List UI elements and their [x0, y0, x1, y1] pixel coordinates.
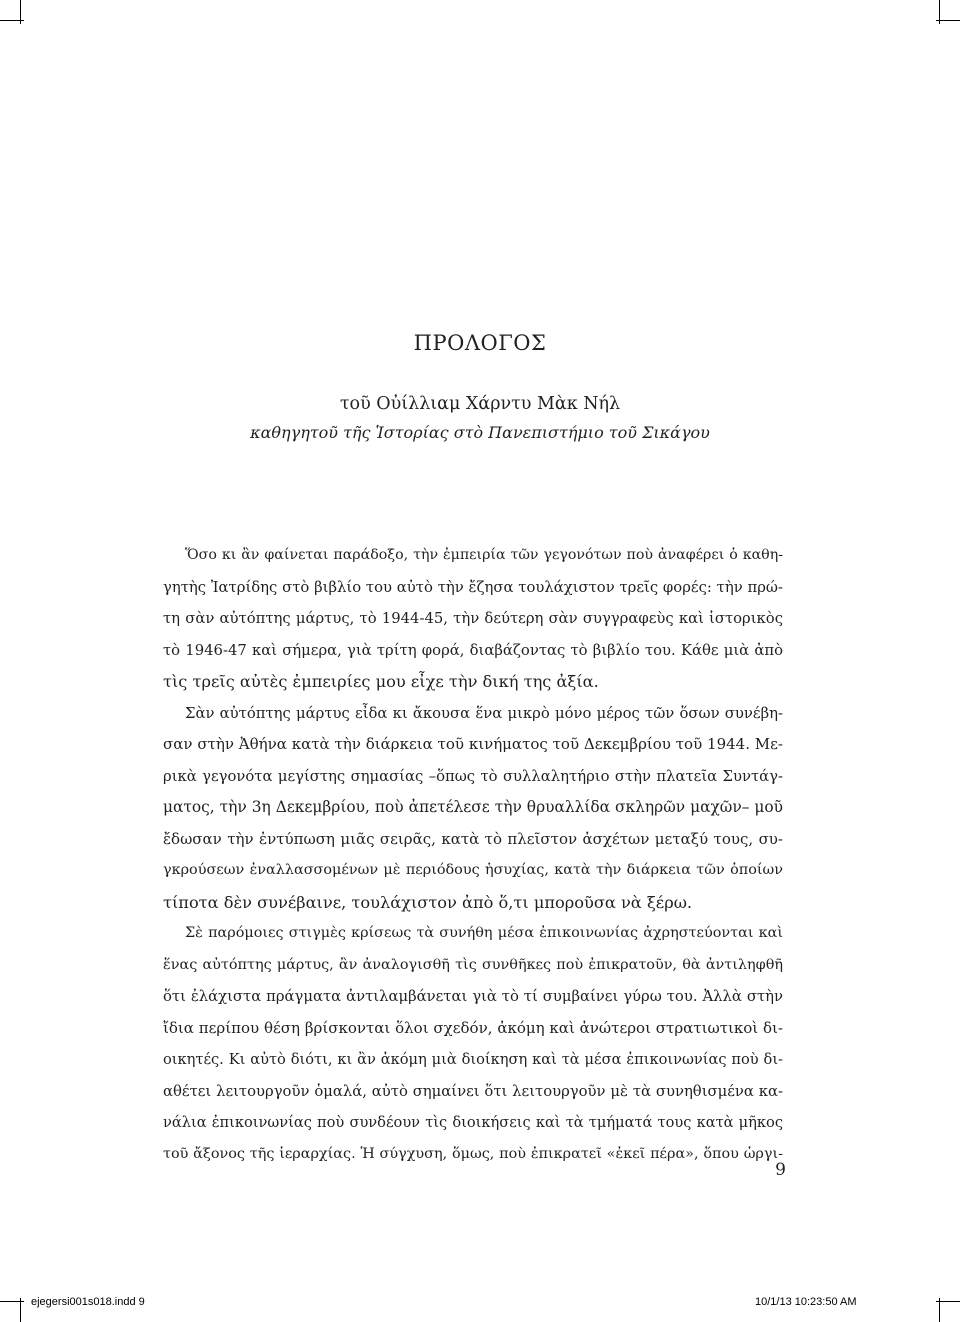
text-line: ἔδωσαν τὴν ἐντύπωση μιᾶς σειρᾶς, κατὰ τὸ πλεῖστον ἀσχέτων μεταξύ τους, συ- — [163, 829, 783, 848]
text-line: αθέτει λειτουργοῦν ὁμαλά, αὐτὸ σημαίνει ὅτι λειτουργοῦν μὲ τὰ συνηθισμένα κα- — [163, 1082, 783, 1100]
text-line: γητὴς Ἰατρίδης στὸ βιβλίο του αὐτὸ τὴν ἔζησα τουλάχιστον τρεῖς φορές: τὴν πρώ- — [163, 578, 783, 596]
text-line: γκρούσεων ἐναλλασσομένων μὲ περιόδους ἡσυχίας, κατὰ τὴν διάρκεια τῶν ὁποίων — [163, 862, 783, 878]
author-line: τοῦ Οὐίλλιαμ Χάρντυ Μὰκ Νήλ — [339, 394, 621, 414]
text-line: ἴδια περίπου θέση βρίσκονται ὅλοι σχεδόν, ἀκόμη καὶ ἀνώτεροι στρατιωτικοὶ δι- — [163, 1018, 783, 1037]
text-line: σαν στὴν Ἀθήνα κατὰ τὴν διάρκεια τοῦ κινήματος τοῦ Δεκεμβρίου τοῦ 1944. Με- — [163, 735, 783, 753]
text-line: οικητές. Κι αὐτὸ διότι, κι ἂν ἀκόμη μιὰ διοίκηση καὶ τὰ μέσα ἐπικοινωνίας ποὺ δι- — [163, 1051, 783, 1068]
text-line: τὶς τρεῖς αὐτὲς ἐμπειρίες μου εἶχε τὴν δική της ἀξία. — [163, 672, 599, 691]
crop-mark — [939, 0, 940, 24]
text-line: νάλια ἐπικοινωνίας ποὺ συνδέουν τὶς διοικήσεις καὶ τὰ τμήματά τους κατὰ μῆκος — [163, 1114, 783, 1131]
text-line: τοῦ ἄξονος τῆς ἱεραρχίας. Ἡ σύγχυση, ὅμως, ποὺ ἐπικρατεῖ «ἐκεῖ πέρα», ὅπου ὡργι- — [163, 1145, 783, 1162]
body-text — [163, 540, 783, 1170]
slug-filename: ejegersi001s018.indd 9 — [31, 1296, 145, 1308]
text-line: ρικὰ γεγονότα μεγίστης σημασίας –ὅπως τὸ συλλαλητήριο στὴν πλατεῖα Συντάγ- — [163, 767, 783, 785]
page-number: 9 — [775, 1160, 786, 1180]
text-line: ἕνας αὐτόπτης μάρτυς, ἂν ἀναλογισθῆ τὶς συνθῆκες ποὺ ἐπικρατοῦν, θὰ ἀντιληφθῆ — [163, 956, 783, 973]
text-line: Σὲ παρόμοιες στιγμὲς κρίσεως τὰ συνήθη μέσα ἐπικοινωνίας ἀχρηστεύονται καὶ — [185, 925, 783, 941]
text-line: Ὅσο κι ἂν φαίνεται παράδοξο, τὴν ἐμπειρία τῶν γεγονότων ποὺ ἀναφέρει ὁ καθη- — [185, 547, 783, 563]
author-affiliation: καθηγητοῦ τῆς Ἱστορίας στὸ Πανεπιστήμιο τοῦ Σικάγου — [250, 423, 710, 442]
crop-mark — [20, 0, 21, 24]
text-line: τὸ 1946-47 καὶ σήμερα, γιὰ τρίτη φορά, διαβάζοντας τὸ βιβλίο του. Κάθε μιὰ ἀπὸ — [163, 641, 783, 659]
text-line: τη σὰν αὐτόπτης μάρτυς, τὸ 1944-45, τὴν δεύτερη σὰν συγγραφεὺς καὶ ἱστορικὸς — [163, 610, 783, 627]
text-line: ὅτι ἐλάχιστα πράγματα ἀντιλαμβάνεται γιὰ τὸ τί συμβαίνει γύρω του. Ἀλλὰ στὴν — [163, 988, 783, 1005]
crop-mark — [939, 1298, 940, 1322]
text-line: τίποτα δὲν συνέβαινε, τουλάχιστον ἀπὸ ὅ,τι μποροῦσα νὰ ξέρω. — [163, 892, 693, 912]
slug-timestamp: 10/1/13 10:23:50 AM — [755, 1296, 857, 1308]
crop-mark — [20, 1298, 21, 1322]
chapter-title: ΠΡΟΛΟΓΟΣ — [413, 331, 547, 355]
text-line: ματος, τὴν 3η Δεκεμβρίου, ποὺ ἀπετέλεσε τὴν θρυαλλίδα σκληρῶν μαχῶν– μοῦ — [163, 798, 783, 816]
text-line: Σὰν αὐτόπτης μάρτυς εἶδα κι ἄκουσα ἕνα μικρὸ μόνο μέρος τῶν ὅσων συνέβη- — [185, 704, 783, 722]
